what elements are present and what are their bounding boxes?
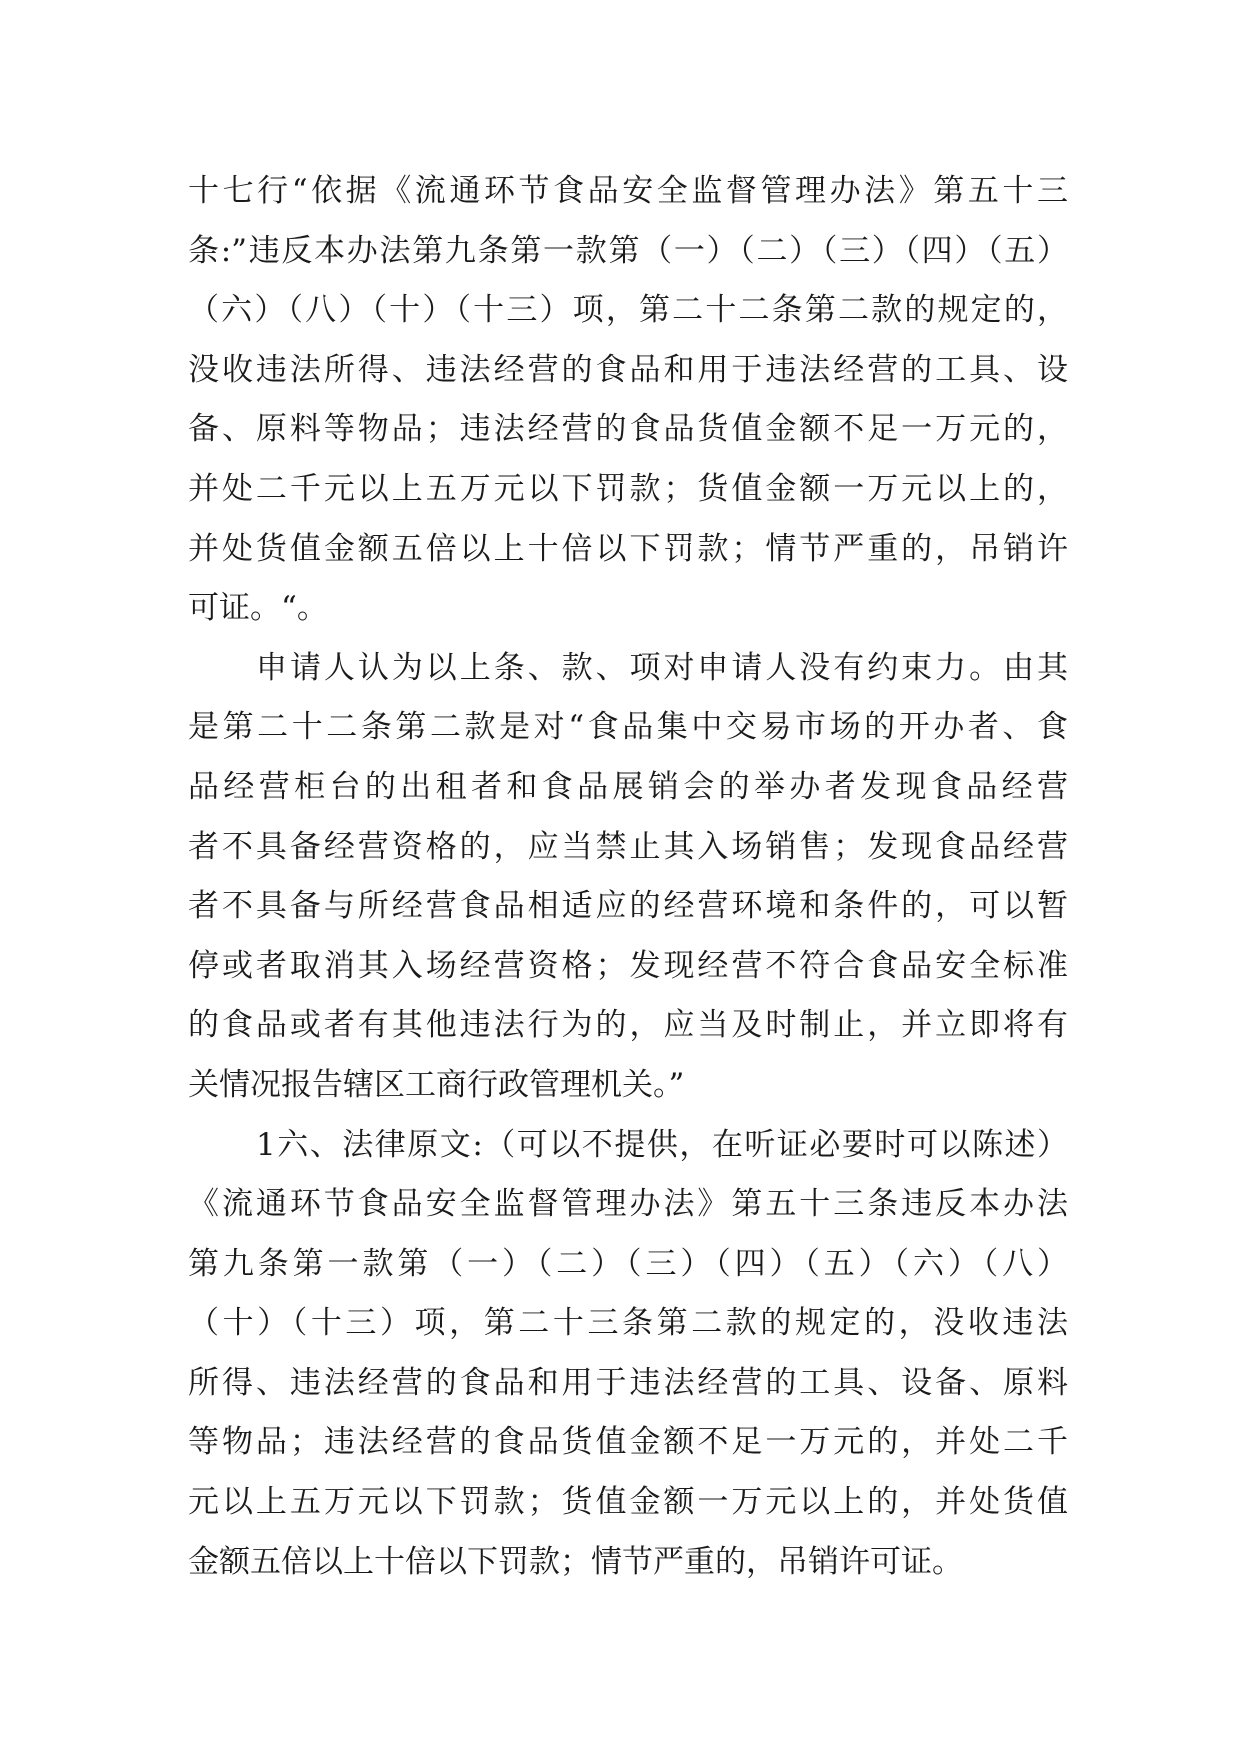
- text-line: 元以上五万元以下罚款；货值金额一万元以上的，并处货值: [188, 1484, 1068, 1521]
- text-line: 可证。“。: [188, 590, 328, 627]
- document-body: [188, 162, 1068, 1592]
- text-line: 第九条第一款第（一）（二）（三）（四）（五）（六）（八）: [188, 1245, 1068, 1282]
- paragraph-2: [188, 639, 1068, 1116]
- text-line: 申请人认为以上条、款、项对申请人没有约束力。由其: [256, 649, 1068, 686]
- paragraph-3: [188, 1116, 1068, 1593]
- text-line: 条:”违反本办法第九条第一款第（一）（二）（三）（四）（五）: [188, 232, 1068, 269]
- text-line: 1六、法律原文:（可以不提供，在听证必要时可以陈述）: [256, 1126, 1068, 1163]
- text-line: （六）（八）（十）（十三）项，第二十二条第二款的规定的，: [188, 292, 1068, 329]
- text-line: 十七行“依据《流通环节食品安全监督管理办法》第五十三: [188, 173, 1068, 209]
- text-line: 者不具备与所经营食品相适应的经营环境和条件的，可以暂: [188, 888, 1068, 925]
- text-line: 所得、违法经营的食品和用于违法经营的工具、设备、原料: [188, 1364, 1068, 1401]
- paragraph-1: [188, 162, 1068, 639]
- text-line: 的食品或者有其他违法行为的，应当及时制止，并立即将有: [188, 1007, 1068, 1044]
- text-line: 品经营柜台的出租者和食品展销会的举办者发现食品经营: [188, 768, 1068, 805]
- text-line: 《流通环节食品安全监督管理办法》第五十三条违反本办法: [188, 1186, 1068, 1223]
- text-line: （十）（十三）项，第二十三条第二款的规定的，没收违法: [188, 1305, 1068, 1342]
- text-line: 是第二十二条第二款是对“食品集中交易市场的开办者、食: [188, 709, 1068, 746]
- text-line: 并处二千元以上五万元以下罚款；货值金额一万元以上的，: [188, 470, 1068, 507]
- text-line: 备、原料等物品；违法经营的食品货值金额不足一万元的，: [188, 411, 1068, 448]
- text-line: 金额五倍以上十倍以下罚款；情节严重的，吊销许可证。: [188, 1543, 963, 1580]
- text-line: 者不具备经营资格的，应当禁止其入场销售；发现食品经营: [188, 828, 1068, 865]
- text-line: 并处货值金额五倍以上十倍以下罚款；情节严重的，吊销许: [188, 530, 1068, 567]
- text-line: 关情况报告辖区工商行政管理机关。”: [188, 1066, 685, 1103]
- text-line: 等物品；违法经营的食品货值金额不足一万元的，并处二千: [188, 1424, 1068, 1461]
- text-line: 停或者取消其入场经营资格；发现经营不符合食品安全标准: [188, 947, 1068, 984]
- text-line: 没收违法所得、违法经营的食品和用于违法经营的工具、设: [188, 351, 1068, 388]
